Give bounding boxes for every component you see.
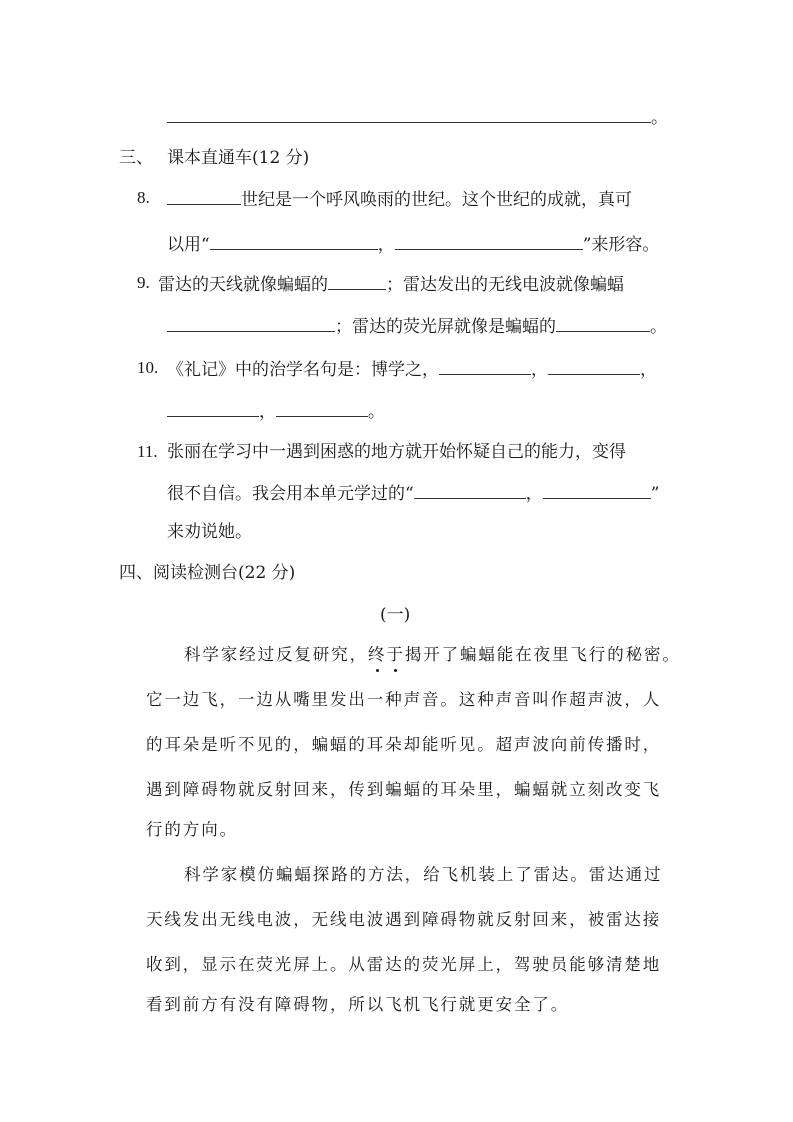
q8-comma: ，: [377, 235, 395, 255]
blank-q10-2[interactable]: [548, 356, 640, 375]
question-11-line-3: 来劝说她。: [167, 522, 252, 542]
q11-line2-suffix: ”: [650, 484, 660, 504]
blank-q10-1[interactable]: [439, 356, 531, 375]
question-8-number: 8.: [137, 188, 150, 207]
section-3-marker: 三、: [119, 148, 153, 168]
section-3-title: 课本直通车(12 分): [167, 148, 310, 168]
blank-q9-screen[interactable]: [556, 313, 650, 332]
p1-line1-b: 揭开了蝙蝠能在夜里飞行的秘密。: [404, 645, 681, 664]
q11-line2-prefix: 很不自信。我会用本单元学过的“: [167, 484, 414, 504]
p1-line1-a: 科学家经过反复研究，: [184, 645, 368, 664]
q9-line1-suffix: ；雷达发出的无线电波就像蝙蝠: [386, 275, 624, 295]
q8-line2-suffix: ”来形容。: [582, 235, 660, 255]
q10-comma-2: ，: [640, 360, 657, 380]
question-11-line-1: 张丽在学习中一遇到困惑的地方就开始怀疑自己的能力，变得: [167, 442, 626, 462]
passage-p2-line-4: 看到前方有没有障碍物，所以飞机飞行就更安全了。: [146, 995, 570, 1014]
question-11-line-2: [167, 480, 659, 506]
question-9-number: 9.: [137, 273, 150, 292]
blank-q10-4[interactable]: [276, 398, 368, 417]
section-4-title: 四、阅读检测台(22 分): [119, 563, 296, 583]
q10-line1-prefix: 《礼记》中的治学名句是：博学之，: [167, 360, 439, 380]
passage-p2-line-1: 科学家模仿蝙蝠探路的方法，给飞机装上了雷达。雷达通过: [184, 865, 663, 884]
blank-q11-1[interactable]: [414, 480, 526, 499]
blank-q8-phrase-2[interactable]: [395, 231, 583, 250]
question-9-line-1: [158, 271, 624, 297]
blank-answer[interactable]: [167, 104, 651, 123]
passage-heading: (一): [380, 605, 411, 625]
question-8-line-1: [167, 186, 632, 212]
answer-line-previous: [167, 104, 668, 130]
blank-q9-antenna[interactable]: [328, 271, 386, 290]
blank-q8-century[interactable]: [167, 186, 241, 205]
passage-p1-line-4: 遇到障碍物就反射回来，传到蝙蝠的耳朵里，蝙蝠就立刻改变飞: [146, 780, 662, 799]
blank-q11-2[interactable]: [543, 480, 651, 499]
question-10-line-1: [167, 356, 657, 382]
question-10-line-2: [167, 398, 385, 424]
passage-p2-line-3: 收到，显示在荧光屏上。从雷达的荧光屏上，驾驶员能够清楚地: [146, 955, 662, 974]
emphasized-char-1: 终: [368, 643, 386, 667]
blank-q8-phrase-1[interactable]: [210, 231, 378, 250]
question-9-line-2: [167, 313, 667, 339]
blank-q10-3[interactable]: [167, 398, 259, 417]
blank-q9-waves[interactable]: [167, 313, 335, 332]
q10-comma-1: ，: [531, 360, 548, 380]
passage-p2-line-2: 天线发出无线电波，无线电波遇到障碍物就反射回来，被雷达接: [146, 910, 662, 929]
question-10-number: 10.: [137, 358, 159, 377]
q9-line2-middle: ；雷达的荧光屏就像是蝙蝠的: [335, 317, 556, 337]
passage-p1-line-1: [184, 643, 681, 667]
q9-line2-end: 。: [650, 317, 667, 337]
question-11-number: 11.: [137, 442, 158, 461]
question-8-line-2: [167, 231, 659, 257]
q8-line1-text: 世纪是一个呼风唤雨的世纪。这个世纪的成就，真可: [241, 190, 632, 210]
q8-line2-prefix: 以用“: [167, 235, 210, 255]
q9-line1-prefix: 雷达的天线就像蝙蝠的: [158, 275, 328, 295]
q11-comma: ，: [525, 484, 543, 504]
passage-p1-line-2: 它一边飞，一边从嘴里发出一种声音。这种声音叫作超声波，人: [146, 690, 662, 709]
emphasized-char-2: 于: [386, 643, 404, 667]
q10-comma-3: ，: [259, 402, 276, 422]
passage-p1-line-3: 的耳朵是听不见的，蝙蝠的耳朵却能听见。超声波向前传播时，: [146, 735, 662, 754]
period: 。: [651, 108, 668, 128]
passage-p1-line-5: 行的方向。: [146, 820, 238, 839]
q10-line2-end: 。: [368, 402, 385, 422]
